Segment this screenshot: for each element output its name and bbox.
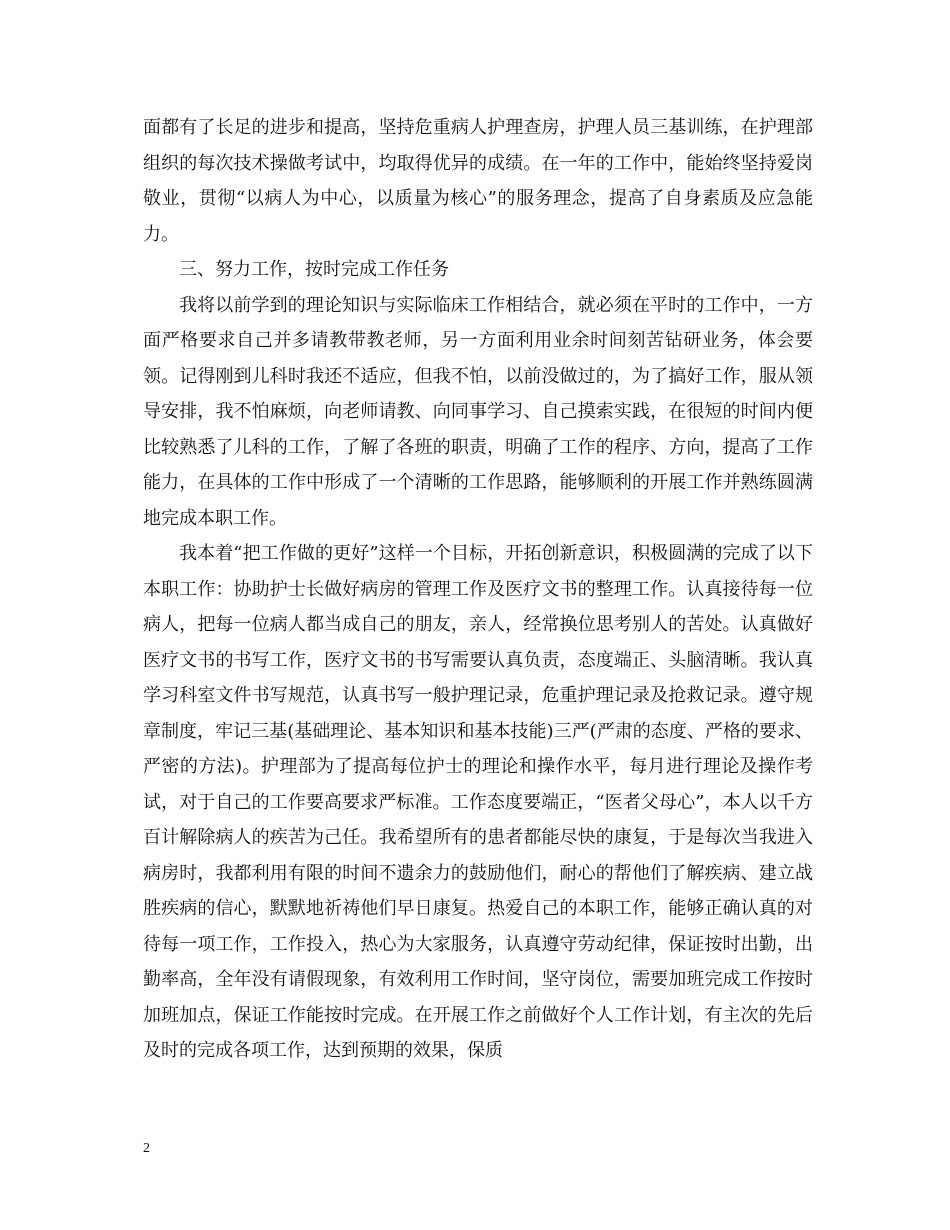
section-heading: 三、努力工作，按时完成工作任务 xyxy=(179,259,449,280)
paragraph: 我将以前学到的理论知识与实际临床工作相结合，就必须在平时的工作中，一方面严格要求自己并多请教带教老师，另一方面利用业余时间刻苦钻研业务，体会要领。记得刚到儿科时我还不适应，但我不怕，以前没做过的，为了搞好工作，服从领导安排，我不怕麻烦，向老师请教、向同事学习、自己摸索实践，在很短的时间内便比较熟悉了儿科的工作，了解了各班的职责，明确了工作的程序、方向，提高了工作能力，在具体的工作中形成了一个清晰的工作思路，能够顺利的开展工作并熟练圆满地完成本职工作。 xyxy=(143,294,813,529)
paragraph: 我本着“把工作做的更好”这样一个目标，开拓创新意识，积极圆满的完成了以下本职工作：协助护士长做好病房的管理工作及医疗文书的整理工作。认真接待每一位病人，把每一位病人都当成自己的朋友，亲人，经常换位思考别人的苦处。认真做好医疗文书的书写工作，医疗文书的书写需要认真负责，态度端正、头脑清晰。我认真学习科室文件书写规范，认真书写一般护理记录，危重护理记录及抢救记录。遵守规章制度，牢记三基(基础理论、基本知识和基本技能)三严(严肃的态度、严格的要求、严密的方法)。护理部为了提高每位护士的理论和操作水平，每月进行理论及操作考试，对于自己的工作要高要求严标准。工作态度要端正，“医者父母心”，本人以千方百计解除病人的疾苦为己任。我希望所有的患者都能尽快的康复，于是每次当我进入病房时，我都利用有限的时间不遗余力的鼓励他们，耐心的帮他们了解疾病、建立战胜疾病的信心，默默地祈祷他们早日康复。热爱自己的本职工作，能够正确认真的对待每一项工作，工作投入，热心为大家服务，认真遵守劳动纪律，保证按时出勤，出勤率高，全年没有请假现象，有效利用工作时间，坚守岗位，需要加班完成工作按时加班加点，保证工作能按时完成。在开展工作之前做好个人工作计划，有主次的先后及时的完成各项工作，达到预期的效果，保质 xyxy=(143,543,813,1061)
page-content xyxy=(143,110,813,1069)
page-number: 2 xyxy=(143,1141,150,1156)
paragraph-continuation: 面都有了长足的进步和提高，坚持危重病人护理查房，护理人员三基训练，在护理部组织的每次技术操做考试中，均取得优异的成绩。在一年的工作中，能始终坚持爱岗敬业，贯彻“以病人为中心，以质量为核心”的服务理念，提高了自身素质及应急能力。 xyxy=(143,117,813,245)
